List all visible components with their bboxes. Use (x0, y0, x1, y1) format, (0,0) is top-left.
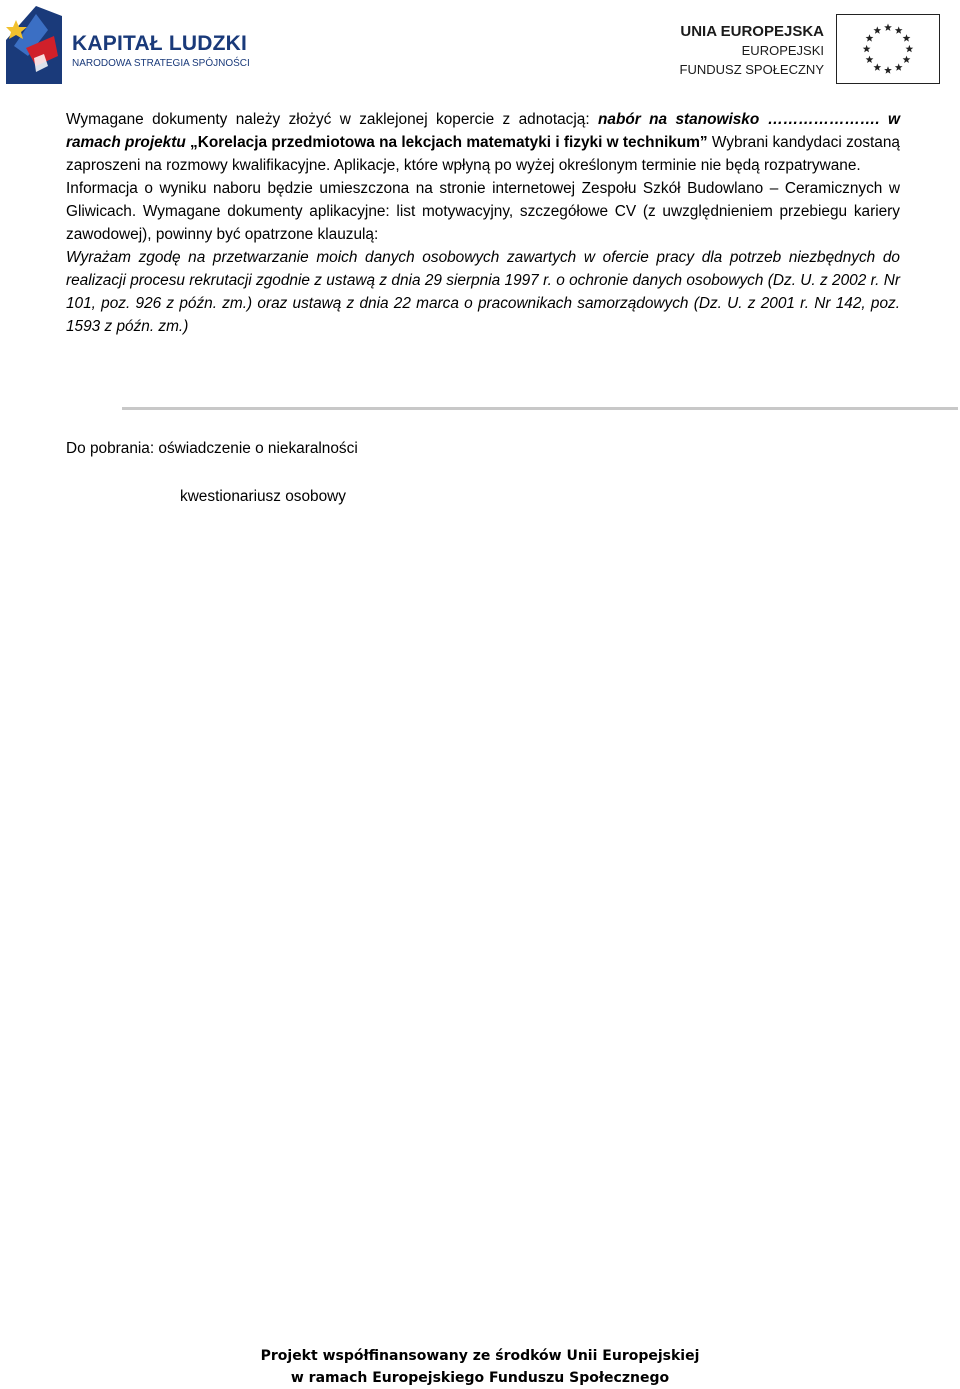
eu-star-icon (903, 56, 911, 63)
eu-logo-line1: UNIA EUROPEJSKA (680, 23, 824, 40)
eu-logo-line2: EUROPEJSKI (741, 43, 824, 58)
downloads-row (66, 438, 358, 460)
eu-star-icon (905, 45, 913, 52)
kapital-ludzki-emblem-icon (6, 6, 62, 84)
downloads-label: Do pobrania: (66, 440, 159, 457)
eu-star-icon (895, 63, 903, 70)
eu-star-icon (884, 24, 892, 31)
submission-paragraph (66, 108, 900, 177)
submission-intro: Wymagane dokumenty należy złożyć w zaklejonej kopercie z adnotacją: (66, 111, 598, 128)
eu-logo-text (680, 22, 824, 79)
eu-flag-icon (836, 14, 940, 84)
project-intro: w ramach projektu (66, 111, 900, 151)
footer-line2: w ramach Europejskiego Funduszu Społecznego (290, 1370, 670, 1386)
annotation-text: nabór na stanowisko …………………. (598, 111, 880, 128)
personal-questionnaire-link[interactable]: kwestionariusz osobowy (180, 488, 346, 505)
project-name: „Korelacja przedmiotowa na lekcjach matematyki i fizyki w technikum” (190, 134, 708, 151)
footer-line1: Projekt współfinansowany ze środków Unii Europejskiej (260, 1348, 700, 1364)
section-divider (122, 407, 958, 410)
criminal-record-statement-link[interactable]: oświadczenie o niekaralności (158, 440, 358, 457)
eu-star-icon (873, 63, 881, 70)
eu-star-icon (895, 26, 903, 33)
consent-clause: Wyrażam zgodę na przetwarzanie moich danych osobowych zawartych w ofercie pracy dla potrzeb niezbędnych do realizacji procesu rekrutacji zgodnie z ustawą z dnia 29 sierpnia 1997 r. o ochronie danych osobowych (Dz. U. z 2002 r. Nr 101, poz. 926 z późn. zm.) oraz ustawą z dnia 22 marca o pracownikach samorządowych (Dz. U. z 2001 r. Nr 142, poz. 1593 z późn. zm.) (66, 249, 900, 335)
downloads-row-2 (180, 486, 346, 508)
eu-star-icon (866, 34, 874, 41)
eu-logo-line3: FUNDUSZ SPOŁECZNY (679, 62, 824, 77)
eu-logo (676, 14, 948, 86)
job-offer-text (66, 108, 900, 338)
eu-star-icon (873, 26, 881, 33)
kapital-ludzki-logo (6, 6, 256, 84)
eu-star-icon (863, 45, 871, 52)
eu-star-icon (903, 34, 911, 41)
kapital-ludzki-title: KAPITAŁ LUDZKI (72, 32, 248, 55)
funding-footer (0, 1345, 960, 1389)
results-paragraph: Informacja o wyniku naboru będzie umieszczona na stronie internetowej Zespołu Szkół Budowlano – Ceramicznych w Gliwicach. Wymagane dokumenty aplikacyjne: list motywacyjny, szczegółowe CV (z uwzględnieniem przebiegu kariery zawodowej), powinny być opatrzone klauzulą: (66, 180, 900, 243)
eu-star-icon (884, 66, 892, 73)
kapital-ludzki-subtitle: NARODOWA STRATEGIA SPÓJNOŚCI (72, 58, 250, 69)
eu-star-icon (866, 56, 874, 63)
candidates-info: Wybrani kandydaci zostaną zaproszeni na rozmowy kwalifikacyjne. Aplikacje, które wpłyną po wyżej określonym terminie nie będą rozpatrywane. (66, 134, 900, 174)
